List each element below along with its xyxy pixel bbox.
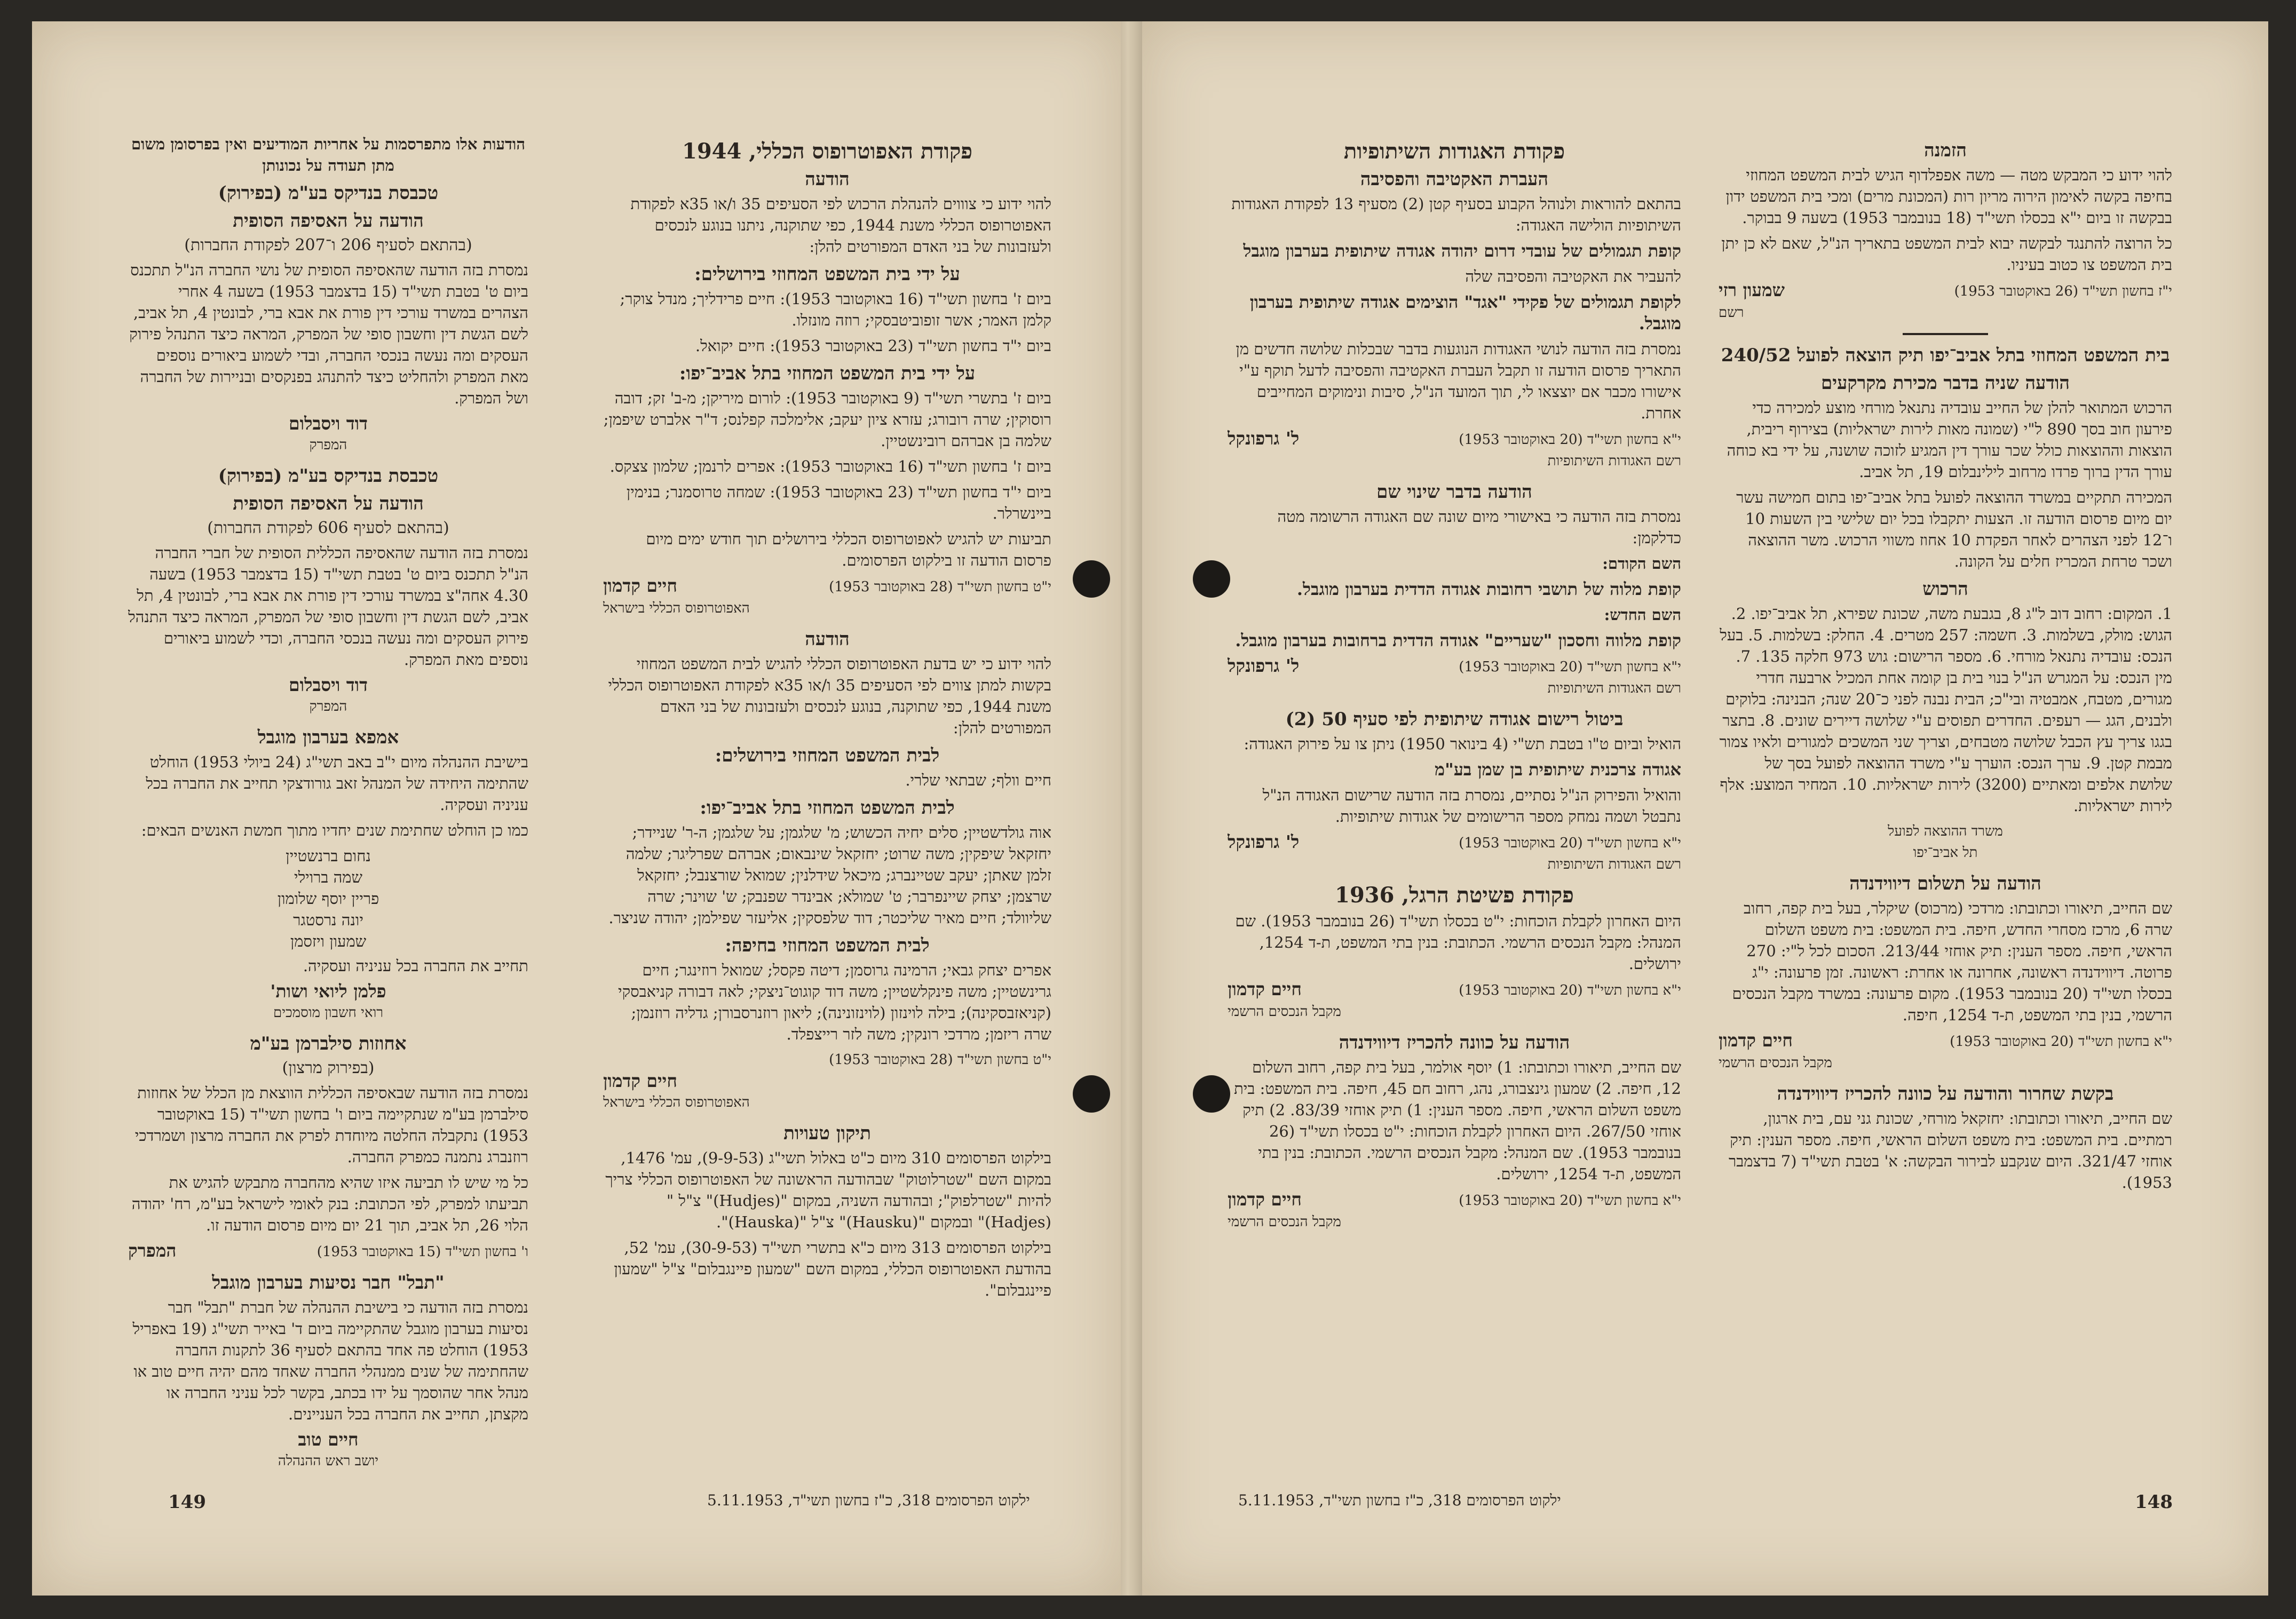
signature-place: תל אביב־יפו [1913,845,1978,861]
notice-subtitle: הודעה על האסיפה הסופית [233,493,424,514]
signature-role: המפרק [128,1240,177,1261]
notice-body: להעביר את האקטיבה והפסיבה שלה [1465,267,1681,285]
signature-date: י"א בחשון תשי"ד (20 באוקטובר 1953) [1459,432,1681,448]
notice-body: נמסרת בזה הודעה כי באישורי מיום שונה שם האגודה הרשומה מטה כדלקמן: [1277,507,1681,547]
signature-block [1719,821,2172,863]
page-footer: ילקוט הפרסומים 318, כ"ז בחשון תשי"ד, 5.11.1953 [1238,1491,1561,1509]
page-number: 149 [168,1491,206,1513]
entry: ביום ז' בחשון תשי"ד (16 באוקטובר 1953): חיים פרידליך; מנדל צוקר; קלמן האמר; אשר זופוביטבסקי; רוזה מונזלו. [620,290,1051,329]
notice-body: כל מי שיש לו תביעה איזו שהיא מהחברה מתבקש להגיש את תביעתו למפרק, לפי הכתובת: בנק לאומי לישראל בע"מ, רח' יהודה הלוי 26, תל אביב, תוך 21 יום מיום פרסום הודעה זו. [131,1173,528,1234]
notice-subtitle: העברת האקטיבה והפסיבה [1360,169,1549,190]
court-heading: לבית המשפט המחוזי בחיפה: [725,935,930,956]
signature-block [603,575,1051,619]
signature-role: רשם האגודות השיתופיות [1547,680,1681,696]
signature-role: המפרק [309,699,347,715]
list-item: פריין יוסף שלומון [277,890,379,908]
signature-block [1228,655,1681,699]
notice-title: טכבסת בנדיקס בע"מ (בפירוק) [218,182,439,204]
signature-role: רשם האגודות השיתופיות [1547,856,1681,872]
notice-reference: (בהתאם לסעיף 206 ו־207 לפקודת החברות) [184,236,472,255]
notice-title: אחוזות סילברמן בע"מ [250,1033,407,1054]
notice-reference: (בהתאם לסעיף 606 לפקודת החברות) [207,519,449,537]
signature-block [128,1429,528,1472]
page-footer: ילקוט הפרסומים 318, כ"ז בחשון תשי"ד, 5.11.1953 [707,1491,1030,1509]
signature-block [128,981,528,1023]
signature-block [1228,428,1681,472]
entry: ביום ז' בחשון תשי"ד (16 באוקטובר 1953): אפרים לרנמן; שלמון צצקס. [609,457,1051,475]
notice-body: להוי ידוע כי יש בדעת האפוטרופוס הכללי להגיש לבית המשפט המחוזי בקשות למתן צווים לפי הסעיפים 35 ו/או 35א לפקודת האפוטרופוס הכללי משנת 1944, כפי שתוקנה, בנוגע לנכסים ולעזבונות של בני האדם המפורטים להלן: [608,655,1051,737]
punch-hole [1073,1075,1110,1113]
signature-role: רשם האגודות השיתופיות [1547,453,1681,469]
entry: ביום י"ד בחשון תשי"ד (23 באוקטובר 1953): שמחה טרוסמנר; בנימין ביינשרלר. [626,483,1051,522]
signature-block [1228,831,1681,875]
court-heading: על ידי בית המשפט המחוזי בירושלים: [694,264,960,285]
right-page [1142,21,2268,1596]
entry: ביום י"ד בחשון תשי"ד (23 באוקטובר 1953): חיים יקואל. [695,337,1051,355]
list-item: שמה ברוילי [294,868,363,886]
section-title: פקודת האגודות השיתופיות [1343,139,1565,164]
notice-title: אמפא בערבון מוגבל [257,727,399,748]
court-heading: לבית המשפט המחוזי בתל אביב־יפו: [700,797,955,819]
notice-body: נמסרת בזה הודעה שהאסיפה הכללית הסופית של חברי החברה הנ"ל תתכנס ביום ט' בטבת תשי"ד (15 בדצמבר 1953) בשעה 4.30 אחה"צ במשרד עורכי דין פורת את אבא ברי, לבונטין 4, תל אביב, לשם הגשת דין וחשבון סופי של המפרק, המראה כיצד התנהל פירוק העסקים ומה נעשה בנכסי החברה, וכדי לשמוע ביאורים נוספים מאת המפרק. [128,544,528,669]
notice-body: 1. המקום: רחוב דוב ל"ג 8, בגבעת משה, שכונת שפירא, תל אביב־יפו. 2. הגוש: מולק, בשלמות. 3. חשמה: 257 מטרים. 4. החלק: בשלמות. 5. בעל הנכס: עובדיה נתנאל מורחי. 6. מספר הרישום: גוש 973 חלקה 135. 7. מין הנכס: על המגרש הנ"ל בנוי בית בן קומה אחת המכיל ארבעה חדרי מגורים, מטבח, אמבטיה ובי"כ; הבית נבנה לפני כ־20 שנה; הבנינה: בלוקים ולבנים, הגג — רעפים. החדרים תפוסים ע"י שלושה דיירים שונים. 8. בתצר בגגו צריך עץ הכבל שלושה מטבחים, וצריך שני המשכים למגורים ולאיו צמור מבמת קטן. 9. ערך הנכס: הוערך ע"י משרד ההוצאה לפועל בסך של שלושת אלפים ומאתיים (3200) לירות ישראליות. 10. המחיר המוצע: אלף לירות ישראליות. [1719,605,2172,815]
signature-block [1228,979,1681,1022]
notice-body: כל הרוצה להתנגד לבקשה יבוא לבית המשפט בתאריך הנ"ל, שאם לא כן יתן בית המשפט צו כטוב בעיניו. [1721,234,2172,274]
notice-subtitle: הודעה על האסיפה הסופית [233,210,424,232]
signature-name: חיים קדמון [1228,1189,1302,1210]
association-name: לקופת תגמולים של פקידי "אגד" הוצימים אגודה שיתופית בערבון מוגבל. [1249,292,1681,334]
association-name: אגודה צרכנית שיתופית בן שמן בע"מ [1435,759,1681,780]
list-item: נחום ברנשטיין [286,847,371,865]
entry: ביום ז' בתשרי תשי"ד (9 באוקטובר 1953): לורום מיריקן; מ-ב' זק; דובה רוסוקין; שרה רובורג; עזרא ציון יעקב; אלימלכה קפלנס; ד"ר אלברט שיפמן; שלמה בן אברהם רובינשטיין. [603,389,1051,450]
notice-title: בקשת שחרור והודעה על כוונה להכריז דיווידנדה [1777,1083,2114,1105]
signature-role: מקבל הנכסים הרשמי [1228,1004,1341,1020]
signature-block [128,1240,528,1263]
errata-body: בילקוט הפרסומים 310 מיום כ"ט באלול תשי"ג (9-9-53), עמ' 1476, במקום השם "שטרלוטוק" שבהודעה הראשונה של האפוטרופוס הכללי צריך להיות "שטרלפוק"; ובהודעה השניה, במקום "(Hudjes)" צ"ל "(Hadjes)" ובמקום "(Hausku)" צ"ל "(Hauska)". [605,1149,1051,1231]
signature-role: מקבל הנכסים הרשמי [1228,1214,1341,1230]
notice-label: הודעה [805,629,850,650]
signature-role: האפוטרופוס הכללי בישראל [603,600,750,616]
notice-body: הואיל וביום ט"ו בטבת תש"י (4 בינואר 1950) ניתן צו על פירוק האגודה: [1244,735,1681,753]
old-name: קופת מלוה של תושבי רחובות אגודה הדדית בערבון מוגבל. [1296,579,1681,599]
section-title: פקודת פשיטת הרגל, 1936 [1335,883,1574,908]
notice-title: ביטול רישום אגודה שיתופית לפי סעיף 50 (2) [1285,709,1624,730]
names-list [128,845,528,952]
signature-date: י"ט בחשון תשי"ד (28 באוקטובר 1953) [829,579,1051,595]
notice-body: נמסרת בזה הודעה לנושי האגודות הנוגעות בדבר שבכלות שלושה חדשים מן התאריך פרסום הודעה זו תקבל העברת האקטיבה והפסיבה לדעל תוקף ע"י אישורו מכבר אם יוצצאו לי, תוך המועד הנ"ל, סיבות ונימוקים המחייבים אחרת. [1236,340,1681,422]
notice-body: תחייב את החברה בכל עניניה ועסקיה. [303,957,528,975]
divider [1903,333,1988,335]
left-page-outer-column [128,133,528,1481]
association-name: קופת תגמולים של עובדי דרום יהודה אגודה שיתופית בערבון מוגבל [1243,241,1681,261]
notice-body: שם החייב, תיאורו וכתובתו: מרדכי (מרכוס) שיקלר, בעל בית קפה, רחוב שרה 6, מרכז מסחרי החדש, חיפה. בית המשפט: בית משפט השלום הראשי, חיפה. מספר הענין: תיק אוחזי 213/44. הסכום לכל ל"י: 270 פרוטה. דיווידנדה ראשונה, אחרונה או אחרת: ראשונה. זמן פרעונה: י"ג בכסלו תשי"ד (20 בנובמבר 1953). מקום פרעונה: במשרד מקבל הנכסים הרשמי, בנין בתי המשפט, ת-ד 1254, חיפה. [1732,899,2172,1024]
page-number: 148 [2135,1491,2173,1513]
right-page-outer-column [1719,133,2172,1197]
court-heading: לבית המשפט המחוזי בירושלים: [715,745,940,766]
signature-name: חיים טוב [298,1429,359,1450]
signature-role: המפרק [309,437,347,453]
punch-hole [1073,560,1110,598]
punch-hole [1193,1075,1230,1113]
notice-body: שם החייב, תיאורו וכתובתו: יחזקאל מורחי, שכונת גני עם, בית ארגון, רמתיים. בית המשפט: בית משפט השלום הראשי, חיפה. מספר הענין: תיק אוחזי 321/47. היום שנקבע לבירור הבקשה: א' בטבת תשי"ד (7 בדצמבר 1953). [1729,1109,2172,1192]
signature-name: חיים קדמון [1719,1030,1793,1051]
signature-name: חיים קדמון [603,575,677,596]
signature-date: י"ט בחשון תשי"ד (28 באוקטובר 1953) [829,1052,1051,1068]
signature-name: חיים קדמון [603,1070,677,1091]
new-name: קופת מלווה וחסכון "שעריים" אגודה הדדית ברחובות בערבון מוגבל. [1235,630,1681,650]
signature-name: חיים קדמון [1228,979,1302,999]
left-page-inner-column [603,133,1051,1305]
disclaimer: הודעות אלו מתפרסמות על אחריות המודיעים ואין בפרסומן משום מתן תעודה על נכונותן [131,135,526,174]
notice-body: כמו כן הוחלט שחתימת שנים יחדיו מתוך חמשת האנשים הבאים: [141,821,528,839]
signature-role: משרד ההוצאה לפועל [1888,823,2003,839]
field-label: השם החדש: [1604,606,1681,624]
notice-body: הרכוש המתואר להלן של החייב עובדיה נתנאל מורחי מוצע למכירה כדי פירעון חוב בסך 890 ל"י (שמונה מאות לירות ישראליות) בצירוף ריבית, הוצאות וההוצאות כולל שכר עורך דין המגיע לזוכה שושנה, על ידי בא כוחה עורך הדין ברוך פרדו מרחוב לילינבלום 19, תל אביב. [1727,399,2172,481]
right-page-inner-column [1228,133,1681,1242]
signature-date: י"א בחשון תשי"ד (20 באוקטובר 1953) [1459,835,1681,851]
signature-date: י"ז בחשון תשי"ד (26 באוקטובר 1953) [1954,283,2172,299]
signature-date: י"א בחשון תשי"ד (20 באוקטובר 1953) [1459,982,1681,998]
signature-role: רשם [1719,305,1744,321]
signature-name: ל' גרפונקל [1228,428,1300,449]
list-item: יונה נרסטגר [293,911,363,929]
notice-title: "תבל" חבר נסיעות בערבון מוגבל [212,1272,445,1293]
signature-date: י"א בחשון תשי"ד (20 באוקטובר 1953) [1459,659,1681,675]
signature-role: מקבל הנכסים הרשמי [1719,1055,1832,1071]
notice-title: הודעה בדבר שינוי שם [1376,481,1532,503]
notice-body: שם החייב, תיאורו וכתובתו: 1) יוסף אולמר, בעל בית קפה, רחוב השלום 12, חיפה. 2) שמעון גינצבורג, נהג, רחוב חם 45, חיפה. בית המשפט: בית משפט השלום הראשי, חיפה. מספר הענין: 1) תיק אוחזי 83/39. 2) תיק אוחזי 267/50. היום האחרון לקבלת הוכחות: י"ט בכסלו תשי"ד (26 בנובמבר 1953). שם המנהל: מקבל הנכסים הרשמי. הכתובת: בנין בתי המשפט, ת-ד 1254, ירושלים. [1234,1058,1681,1183]
signature-name: שמעון רזי [1719,280,1785,300]
signature-name: דוד ויסבלום [289,674,368,695]
entry: חיים וולף; שבתאי שלרי. [905,771,1051,789]
entry: אפרים יצחק גבאי; הרמינה גרוסמן; דיטה פקסל; שמואל רוזינגר; חיים גרינשטיין; משה פינקלשטיין; משה דוד קוגוט־ניצקי; לאה דבורה קניאבסקי (קניאזבסקינה); בילה לוינזון (לוינזונינה); ליאון רוזנרסבורן; גדליה רוזנמן; שרה ריזמן; מרדכי רונקין; משה לזר רייצפלד. [617,961,1051,1043]
notice-body: נמסרת בזה הודעה שבאסיפה הכללית הווצאת מן הכלל של אחוזות סילברמן בע"מ שנתקיימה ביום ו' בחשון תשי"ד (15 באוקטובר 1953) נתקבלה החלטה מיוחדת לפרק את החברה מרצון ושמרדכי רוזנברג נתמנה כמפרק החברה. [134,1084,528,1166]
notice-subtitle: הרכוש [1922,578,1968,600]
left-page [32,21,1121,1596]
notice-title: הודעה על תשלום דיווידנדה [1849,873,2041,894]
entry: אוה גולדשטיין; סלים יחיה הכשוש; מ' שלגמן; על שלגמן; ה-ר' שניידר; יחזקאל שיפקין; משה שרוט; יחזקאל שינבאום; אברהם שפרליגר; שלמה זלמן שאתן; יעקב שטיינברג; מיכאל שידלנין; שמואל שורצנבל; יחזקאל שרצמן; יצחק שיינפרבר; ט' שמולא; אבינדר שפנבק; ש' שוינר; שרה שליוולד; חיים מאיר שליכטר; דוד שלפסקין; אליעזר שפילמן; יהודה שניצר. [608,823,1051,927]
notice-label: הודעה [805,169,850,190]
notice-subtitle: (בפירוק מרצון) [282,1059,375,1077]
signature-date: ו' בחשון תשי"ד (15 באוקטובר 1953) [316,1244,528,1260]
notice-body: להוי ידוע כי המבקש מטה — משה אפפלדוף הגיש לבית המשפט המחוזי בחיפה בקשה לאימון הירוה מריון רות (המכונת מרים) ומכי בית המשפט ידון בבקשה זו ביום י"א בכסלו תשי"ד (18 בנובמבר 1953) בשעה 9 בבוקר. [1725,166,2172,227]
notice-body: נמסרת בזה הודעה שהאסיפה הסופית של נושי החברה הנ"ל תתכנס ביום ט' בטבת תשי"ד (15 בדצמבר 1953) בשעה 4 אחרי הצהרים במשרד עורכי דין פורת את אבא ברי, לבונטין 4, תל אביב, לשם הגשת דין וחשבון סופי של המפרק, המראה כיצד התנהל פירוק העסקים ומה נעשה בנכסי החברה, ובדי לשמוע ביאורים נוספים מאת המפרק ולהחליט כיצד להתנהג בפנקסים ובניירות של החברה ושל המפרק. [129,261,528,407]
signature-block [128,674,528,717]
notice-body: היום האחרון לקבלת הוכחות: י"ט בכסלו תשי"ד (26 בנובמבר 1953). שם המנהל: מקבל הנכסים הרשמי. הכתובת: בנין בתי המשפט, ת-ד 1254, ירושלים. [1235,912,1681,973]
signature-date: י"א בחשון תשי"ד (20 באוקטובר 1953) [1459,1193,1681,1209]
errata-body: בילקוט הפרסומים 313 מיום כ"א בתשרי תשי"ד (30-9-53), עמ' 52, בהודעת האפוטרופוס הכללי, במקום השם "שמעון פיינגבלום" צ"ל "שמעון פיינגבלום". [614,1239,1051,1299]
field-label: השם הקודם: [1602,554,1681,573]
signature-role: האפוטרופוס הכללי בישראל [603,1094,750,1110]
signature-name: ל' גרפונקל [1228,655,1300,676]
list-item: שמעון ויזסמן [290,932,367,950]
errata-title: תיקון טעויות [783,1123,871,1144]
signature-block [1719,280,2172,323]
notice-body: בישיבת ההנהלה מיום י"ב באב תשי"ג (24 ביולי 1953) הוחלט שהתימה היחידה של המנהל זאב גורודצקי תחייב את החברה בכל עניניה ועסקיה. [146,753,528,814]
signature-name: פלמן ליואי ושות' [270,981,386,1002]
notice-title: טכבסת בנדיקס בע"מ (בפירוק) [218,465,439,487]
signature-name: דוד ויסבלום [289,413,368,434]
court-heading: על ידי בית המשפט המחוזי בתל אביב־יפו: [679,363,976,384]
signature-role: יושב ראש ההנהלה [278,1453,379,1469]
notice-title: הזמנה [1924,140,1967,161]
notice-body: בהתאם להוראות ולנוהל הקבוע בסעיף קטן (2) מסעיף 13 לפקודת האגודות השיתופיות הולישה האגודה: [1231,195,1681,234]
notice-body: המכירה תתקיים במשרד ההוצאה לפועל בתל אביב־יפו בתום חמישה עשר יום מיום פרסום הודעה זו. הצעות יתקבלו בכל יום שלישי בין השעות 10 ו־12 לפני הצהרים לאחר הפקדת 10 אחוז משווי הרכוש. משר ההוצאה ושכר טרחת המכריז חלים על הקונה. [1736,488,2172,570]
notice-body: להוי ידוע כי צוווים להנהלת הרכוש לפי הסעיפים 35 ו/או 35א לפקודת האפוטרופוס הכללי משנת 1944, כפי שתוקנה, ניתנו בנוגע לנכסים ולעזבונות של בני האדם המפורטים להלן: [630,195,1051,256]
notice-body: נמסרת בזה הודעה כי בישיבת ההנהלה של חברת "תבל" חבר נסיעות בערבון מוגבל שהתקיימה ביום ד' באייר תשי"ג (19 באפריל 1953) הוחלט פה אחד בהתאם לסעיף 36 לתקנות החברה שהחתימה של שנים ממנהלי החברה שאחד מהם יהיה חיים טוב או מנהל אחר שהוסמך על ידו בכתב, בקשר לכל עניני החברה או מקצתן, תחייב את החברה בכל העניינים. [132,1298,528,1423]
notice-body: והואיל והפירוק הנ"ל נסתיים, נמסרת בזה הודעה שרישום האגודה הנ"ל נתבטל ושמה נמחק מספר הרישומים של אגודות שיתופיות. [1262,786,1681,826]
punch-hole [1193,560,1230,598]
court-heading: בית המשפט המחוזי בתל אביב־יפו תיק הוצאה לפועל 240/52 [1721,345,2170,366]
notice-title: הודעה על כוונה להכריז דיווידנדה [1339,1032,1570,1053]
signature-block [1228,1189,1681,1233]
signature-block [603,1049,1051,1113]
notice-body: תביעות יש להגיש לאפוטרופוס הכללי בירושלים תוך חודש ימים מיום פרסום הודעה זו בילקוט הפרסומים. [646,530,1051,569]
signature-block [1719,1030,2172,1074]
section-title: פקודת האפוטרופוס הכללי, 1944 [682,139,972,164]
signature-name: ל' גרפונקל [1228,831,1300,852]
signature-block [128,413,528,456]
signature-role: רואי חשבון מוסמכים [273,1005,383,1021]
notice-title: הודעה שניה בדבר מכירת מקרקעים [1821,372,2070,394]
signature-date: י"א בחשון תשי"ד (20 באוקטובר 1953) [1950,1034,2172,1050]
